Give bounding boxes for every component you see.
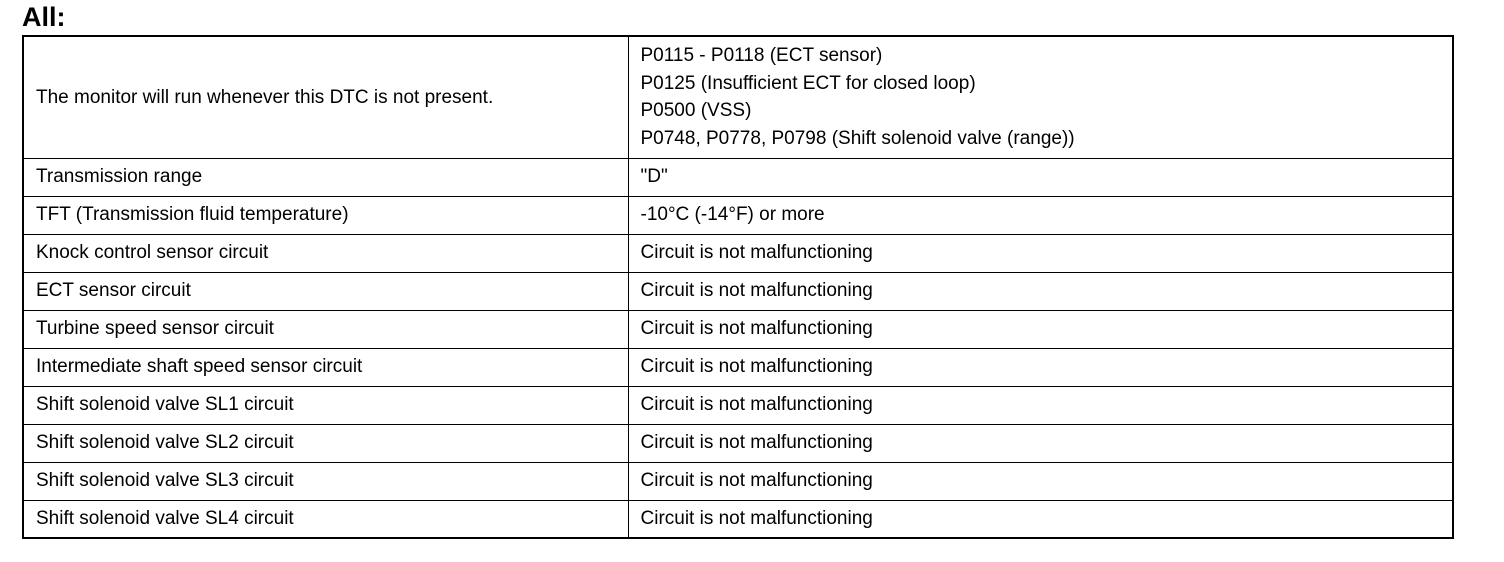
table-row: [23, 36, 1453, 158]
table-row: [23, 272, 1453, 310]
condition-value: [628, 36, 1453, 158]
condition-value: Circuit is not malfunctioning: [628, 234, 1453, 272]
condition-label: ECT sensor circuit: [23, 272, 628, 310]
condition-value: "D": [628, 158, 1453, 196]
table-row: [23, 310, 1453, 348]
table-row: [23, 158, 1453, 196]
condition-label: Shift solenoid valve SL2 circuit: [23, 424, 628, 462]
dtc-line: P0748, P0778, P0798 (Shift solenoid valve (range)): [640, 127, 1075, 149]
section-heading: All:: [22, 2, 66, 32]
table-row: [23, 234, 1453, 272]
condition-label: Transmission range: [23, 158, 628, 196]
table-row: [23, 348, 1453, 386]
condition-label: Intermediate shaft speed sensor circuit: [23, 348, 628, 386]
table-row: [23, 424, 1453, 462]
condition-label: Shift solenoid valve SL1 circuit: [23, 386, 628, 424]
dtc-line: P0500 (VSS): [640, 100, 752, 122]
condition-label: The monitor will run whenever this DTC is not present.: [23, 36, 628, 158]
monitor-conditions-table: [22, 35, 1454, 539]
condition-value: Circuit is not malfunctioning: [628, 500, 1453, 538]
condition-value: Circuit is not malfunctioning: [628, 462, 1453, 500]
condition-label: Knock control sensor circuit: [23, 234, 628, 272]
dtc-line: P0125 (Insufficient ECT for closed loop): [640, 72, 976, 94]
condition-label: Shift solenoid valve SL4 circuit: [23, 500, 628, 538]
condition-value: Circuit is not malfunctioning: [628, 424, 1453, 462]
table-row: [23, 462, 1453, 500]
condition-value: Circuit is not malfunctioning: [628, 348, 1453, 386]
condition-value: Circuit is not malfunctioning: [628, 310, 1453, 348]
condition-label: Shift solenoid valve SL3 circuit: [23, 462, 628, 500]
condition-value: Circuit is not malfunctioning: [628, 386, 1453, 424]
dtc-line: P0115 - P0118 (ECT sensor): [640, 45, 883, 67]
table-row: [23, 386, 1453, 424]
condition-label: TFT (Transmission fluid temperature): [23, 196, 628, 234]
table-row: [23, 196, 1453, 234]
condition-value: Circuit is not malfunctioning: [628, 272, 1453, 310]
table-row: [23, 500, 1453, 538]
condition-value: -10°C (-14°F) or more: [628, 196, 1453, 234]
condition-label: Turbine speed sensor circuit: [23, 310, 628, 348]
